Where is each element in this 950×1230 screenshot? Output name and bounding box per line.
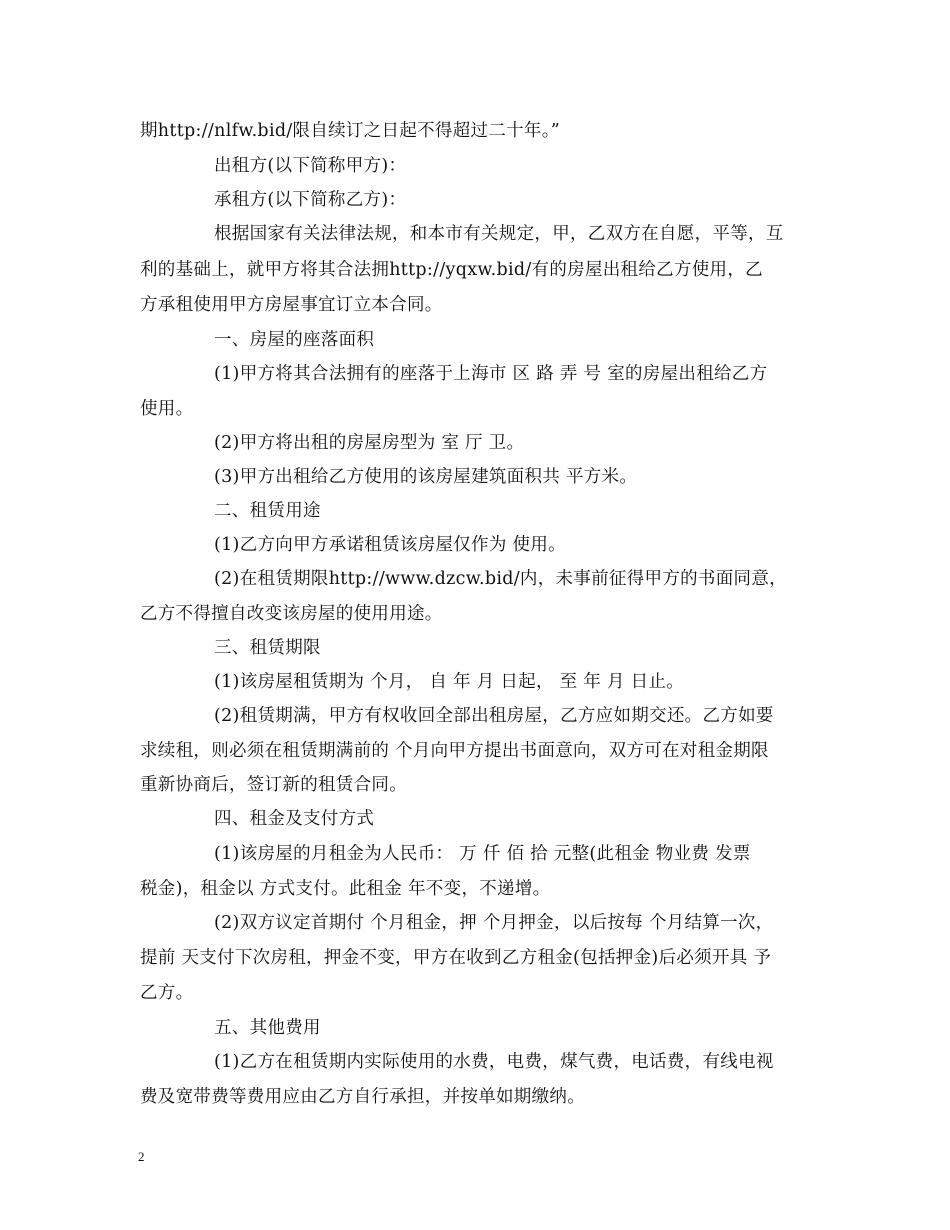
text-line: (1)乙方在租赁期内实际使用的水费，电费，煤气费，电话费，有线电视 xyxy=(214,1052,774,1072)
section-heading: 三、租赁期限 xyxy=(214,638,321,658)
text-line: (2)在租赁期限http://www.dzcw.bid/内，未事前征得甲方的书面同意， xyxy=(214,569,787,589)
text-line: 根据国家有关法律法规，和本市有关规定，甲，乙双方在自愿，平等，互 xyxy=(214,224,784,244)
text-line: 使用。 xyxy=(140,399,194,419)
section-heading: 四、租金及支付方式 xyxy=(214,809,375,829)
text-line: 税金)，租金以 方式支付。此租金 年不变，不递增。 xyxy=(140,879,551,899)
text-line: (3)甲方出租给乙方使用的该房屋建筑面积共 平方米。 xyxy=(214,467,638,487)
text-line: 求续租，则必须在租赁期满前的 个月向甲方提出书面意向，双方可在对租金期限 xyxy=(140,741,769,761)
text-line: (2)租赁期满，甲方有权收回全部出租房屋，乙方应如期交还。乙方如要 xyxy=(214,706,774,726)
section-heading: 五、其他费用 xyxy=(214,1018,321,1038)
text-line: 乙方。 xyxy=(140,983,194,1003)
text-line: 费及宽带费等费用应由乙方自行承担，并按单如期缴纳。 xyxy=(140,1087,585,1107)
text-line: (1)乙方向甲方承诺租赁该房屋仅作为 使用。 xyxy=(214,535,566,555)
section-heading: 二、租赁用途 xyxy=(214,501,321,521)
text-line: (1)该房屋的月租金为人民币： 万 仟 佰 拾 元整(此租金 物业费 发票 xyxy=(214,844,751,864)
text-line: (2)双方议定首期付 个月租金，押 个月押金，以后按每 个月结算一次， xyxy=(214,913,774,933)
text-line: 乙方不得擅自改变该房屋的使用用途。 xyxy=(140,604,443,624)
text-line: (2)甲方将出租的房屋房型为 室 厅 卫。 xyxy=(214,433,525,453)
text-line: 重新协商后，签订新的租赁合同。 xyxy=(140,775,407,795)
text-line: 提前 天支付下次房租，押金不变，甲方在收到乙方租金(包括押金)后必须开具 予 xyxy=(140,948,772,968)
text-line: (1)甲方将其合法拥有的座落于上海市 区 路 弄 号 室的房屋出租给乙方 xyxy=(214,364,768,384)
text-line: 利的基础上，就甲方将其合法拥http://yqxw.bid/有的房屋出租给乙方使用，乙 xyxy=(140,260,763,280)
text-line: 期http://nlfw.bid/限自续订之日起不得超过二十年。” xyxy=(140,121,561,141)
section-heading: 一、房屋的座落面积 xyxy=(214,330,375,350)
text-line: 方承租使用甲方房屋事宜订立本合同。 xyxy=(140,295,443,315)
text-line: (1)该房屋租赁期为 个月， 自 年 月 日起， 至 年 月 日止。 xyxy=(214,672,685,692)
page-number: 2 xyxy=(138,1149,145,1164)
party-a-label: 出租方(以下简称甲方)： xyxy=(214,156,407,176)
party-b-label: 承租方(以下简称乙方)： xyxy=(214,190,407,210)
